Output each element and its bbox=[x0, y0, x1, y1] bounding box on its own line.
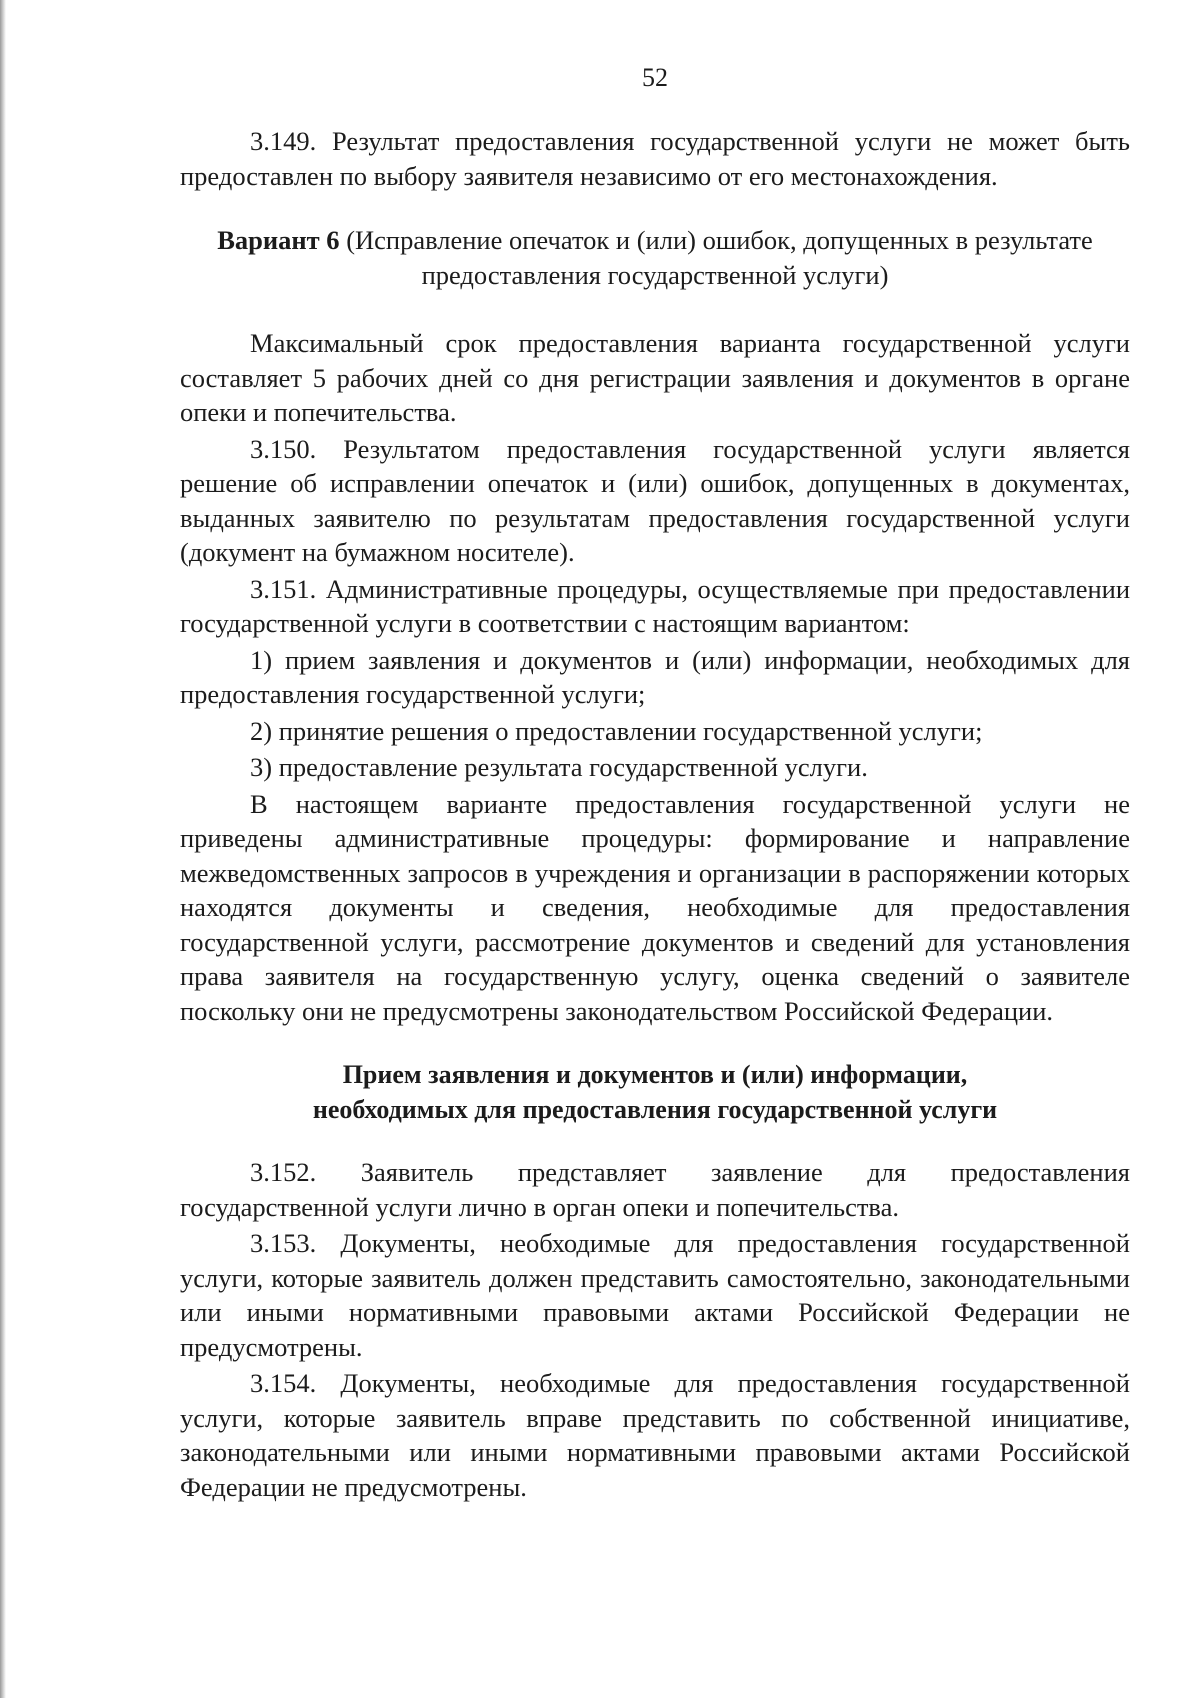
section-heading-line-2: необходимых для предоставления государственной услуги bbox=[312, 1094, 998, 1124]
paragraph-3-150: 3.150. Результатом предоставления государственной услуги является решение об исправлении опечаток и (или) ошибок, допущенных в документах, выданных заявителю по результатам предоставления государственной услуги (документ на бумажном носителе). bbox=[180, 433, 1130, 567]
paragraph-3-154: 3.154. Документы, необходимые для предоставления государственной услуги, которые заявитель вправе представить по собственной инициативе, законодательными или иными нормативными правовыми актами Российской Федерации не предусмотрены. bbox=[180, 1368, 1130, 1502]
document-page bbox=[180, 60, 1130, 1504]
variant-heading-rest: (Исправление опечаток и (или) ошибок, допущенных в результате предоставления государственной услуги) bbox=[339, 225, 1093, 290]
paragraph-max-term: Максимальный срок предоставления варианта государственной услуги составляет 5 рабочих дней со дня регистрации заявления и документов в органе опеки и попечительства. bbox=[180, 328, 1130, 427]
page-number: 52 bbox=[642, 63, 668, 92]
section-heading-line-1: Прием заявления и документов и (или) информации, bbox=[342, 1060, 968, 1089]
variant-heading-bold: Вариант 6 bbox=[217, 225, 340, 255]
paragraph-3-149: 3.149. Результат предоставления государственной услуги не может быть предоставлен по выбору заявителя независимо от его местонахождения. bbox=[180, 126, 1130, 191]
paragraph-3-152: 3.152. Заявитель представляет заявление для предоставления государственной услуги лично в орган опеки и попечительства. bbox=[180, 1157, 1130, 1222]
paragraph-3-151: 3.151. Административные процедуры, осуществляемые при предоставлении государственной услуги в соответствии с настоящим вариантом: bbox=[180, 573, 1130, 638]
section-heading bbox=[180, 1058, 1130, 1127]
variant-heading bbox=[180, 223, 1130, 292]
list-item: 2) принятие решения о предоставлении государственной услуги; bbox=[250, 715, 983, 746]
list-item: 1) прием заявления и документов и (или) информации, необходимых для предоставления государственной услуги; bbox=[180, 644, 1130, 709]
paragraph-3-153: 3.153. Документы, необходимые для предоставления государственной услуги, которые заявитель должен представить самостоятельно, законодательными или иными нормативными правовыми актами Российской Федерации не предусмотрены. bbox=[180, 1228, 1130, 1362]
list-item: 3) предоставление результата государственной услуги. bbox=[250, 752, 868, 782]
scan-edge-shadow bbox=[0, 0, 6, 1698]
paragraph-not-provided: В настоящем варианте предоставления государственной услуги не приведены административные процедуры: формирование и направление межведомственных запросов в учреждения и организации в распоряжении которых находятся документы и сведения, необходимые для предоставления государственной услуги, рассмотрение документов и сведений для установления права заявителя на государственную услугу, оценка сведений о заявителе поскольку они не предусмотрены законодательством Российской Федерации. bbox=[180, 788, 1130, 1026]
